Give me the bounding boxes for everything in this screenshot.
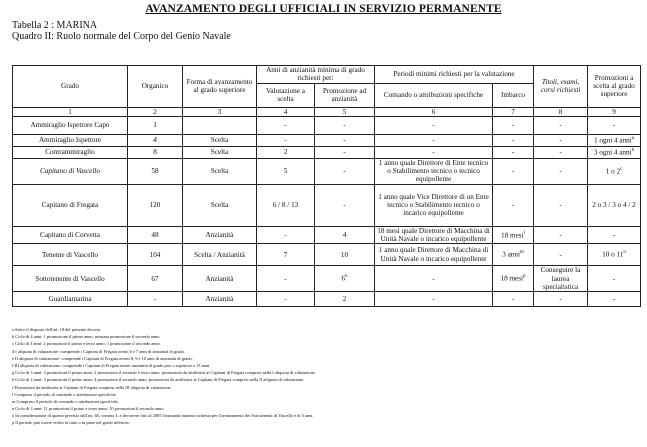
cell-promozioni: 1 ogni 4 anni$^a$ — [588, 134, 641, 146]
cell-valutazione: - — [257, 292, 315, 307]
cell-titoli: Conseguire la laurea specialistica — [534, 266, 588, 292]
cell-promozioni: 3 ogni 4 anni$^b$ — [588, 146, 641, 158]
col-number: 5 — [315, 107, 375, 116]
header-periodi-group: Periodi minimi richiesti per la valutazione — [375, 66, 534, 84]
cell-imbarco: - — [493, 134, 534, 146]
cell-titoli: - — [534, 146, 588, 158]
table-row — [13, 146, 641, 158]
cell-valutazione: - — [257, 226, 315, 244]
cell-organico: 48 — [128, 226, 183, 244]
cell-promozione: - — [315, 134, 375, 146]
cell-organico: 104 — [128, 244, 183, 266]
footnote: d I aliquota di valutazione: comprende i Capitani di Fregata aventi 6 e 7 anni di anzianità di grado. — [12, 348, 186, 354]
cell-grado: Guardiamarina — [13, 292, 128, 307]
cell-grado: Sottotenente di Vascello — [13, 266, 128, 292]
col-number: 4 — [257, 107, 315, 116]
cell-organico: 120 — [128, 184, 183, 226]
cell-promozione: 10 — [315, 244, 375, 266]
footnote: l Compreso il periodo di comando o attribuzioni specifiche. — [12, 391, 117, 397]
header-anni-group: Anni di anzianità minima di grado richiesti per: — [257, 66, 375, 84]
cell-valutazione: 7 — [257, 244, 315, 266]
cell-forma: Anzianità — [183, 292, 257, 307]
table-row — [13, 244, 641, 266]
header-imbarco: Imbarco — [493, 83, 534, 107]
cell-valutazione: - — [257, 134, 315, 146]
header-forma: Forma di avanzamento al grado superiore — [183, 66, 257, 108]
cell-promozioni: 2 o 3 / 3 o 4 / 2 — [588, 184, 641, 226]
col-number: 2 — [128, 107, 183, 116]
cell-promozioni: 1 o 2$^c$ — [588, 158, 641, 184]
cell-promozioni: - — [588, 266, 641, 292]
cell-grado: Contrammiraglio — [13, 146, 128, 158]
cell-titoli: - — [534, 116, 588, 134]
cell-titoli: - — [534, 292, 588, 307]
table-row — [13, 184, 641, 226]
header-promozioni: Promozioni a scelta al grado superiore — [588, 66, 641, 108]
cell-organico: 1 — [128, 116, 183, 134]
footnote: p Il periodo può essere svolto in tutto o in parte nel grado inferiore. — [12, 420, 131, 426]
footnote: c Ciclo di 3 anni: 2 promozioni il primo e terzo anno; 1 promozione il secondo anno. — [12, 341, 161, 347]
cell-comando: - — [375, 292, 493, 307]
cell-valutazione: - — [257, 266, 315, 292]
cell-forma: Anzianità — [183, 266, 257, 292]
cell-forma: Anzianità — [183, 226, 257, 244]
cell-comando: 1 anno quale Direttore di Macchina di Unità Navale o incarico equipollente — [375, 244, 493, 266]
cell-grado: Ammiraglio Ispettore — [13, 134, 128, 146]
cell-promozioni: - — [588, 226, 641, 244]
col-number: 9 — [588, 107, 641, 116]
col-number: 3 — [183, 107, 257, 116]
cell-forma: Scelta / Anzianità — [183, 244, 257, 266]
cell-imbarco: - — [493, 116, 534, 134]
table-row — [13, 226, 641, 244]
cell-titoli: - — [534, 226, 588, 244]
cell-grado: Capitano di Vascello — [13, 158, 128, 184]
cell-promozione: 4 — [315, 226, 375, 244]
cell-imbarco: - — [493, 184, 534, 226]
advancement-table — [12, 65, 641, 307]
cell-comando: 18 mesi quale Direttore di Macchina di Unità Navale o incarico equipollente — [375, 226, 493, 244]
cell-titoli: - — [534, 244, 588, 266]
cell-imbarco: - — [493, 158, 534, 184]
header-valutazione: Valutazione a scelta — [257, 83, 315, 107]
cell-promozione: - — [315, 184, 375, 226]
cell-imbarco: 18 mesi$^l$ — [493, 226, 534, 244]
cell-promozione: - — [315, 158, 375, 184]
footnotes — [12, 326, 642, 427]
table-row — [13, 292, 641, 307]
table-row — [13, 116, 641, 134]
cell-imbarco: 3 anni$^m$ — [493, 244, 534, 266]
cell-titoli: - — [534, 184, 588, 226]
cell-comando: - — [375, 134, 493, 146]
cell-forma: Scelta — [183, 184, 257, 226]
header-comando: Comando o attribuzioni specifiche — [375, 83, 493, 107]
cell-promozione: - — [315, 146, 375, 158]
cell-valutazione: 6 / 8 / 13 — [257, 184, 315, 226]
col-number: 1 — [13, 107, 128, 116]
col-number: 7 — [493, 107, 534, 116]
footnote: i Promozioni da attribuirsi ai Capitani di Fregata compresi nella III aliquota di valutazione. — [12, 384, 172, 390]
cell-organico: 4 — [128, 134, 183, 146]
header-titoli: Titoli, esami, corsi richiesti — [534, 66, 588, 108]
cell-comando: - — [375, 116, 493, 134]
table-label: Tabella 2 : MARINA — [12, 20, 98, 31]
cell-titoli: - — [534, 158, 588, 184]
cell-organico: - — [128, 292, 183, 307]
col-number: 6 — [375, 107, 493, 116]
cell-valutazione: - — [257, 116, 315, 134]
cell-promozioni: 10 o 11$^n$ — [588, 244, 641, 266]
cell-comando: 1 anno quale Vice Direttore di un Ente tecnico o Stabilimento tecnico o incarico equipollente — [375, 184, 493, 226]
footnote: h Ciclo di 2 anni: 3 promozioni il primo anno; 4 promozioni il secondo anno; promozioni da attribuirsi ai Capitani di Fregata compresi nella II aliquota di valutazione. — [12, 377, 305, 383]
footnote: g Ciclo di 3 anni: 3 promozioni il primo anno; 2 promozioni il secondo e terzo anno; promozioni da attribuirsi ai Capitani di Fregata compresi nella I aliquota di valutazione. — [12, 370, 316, 376]
cell-imbarco: 18 mesi$^p$ — [493, 266, 534, 292]
col-number: 8 — [534, 107, 588, 116]
cell-imbarco: - — [493, 292, 534, 307]
cell-forma: Scelta — [183, 134, 257, 146]
cell-grado: Tenente di Vascello — [13, 244, 128, 266]
cell-promozioni: - — [588, 292, 641, 307]
cell-valutazione: 2 — [257, 146, 315, 158]
cell-grado: Capitano di Fregata — [13, 184, 128, 226]
cell-comando: - — [375, 266, 493, 292]
cell-promozione: 2 — [315, 292, 375, 307]
cell-forma: Scelta — [183, 158, 257, 184]
cell-valutazione: 5 — [257, 158, 315, 184]
cell-grado: Capitano di Corvetta — [13, 226, 128, 244]
table-row — [13, 266, 641, 292]
cell-imbarco: - — [493, 146, 534, 158]
cell-organico: 67 — [128, 266, 183, 292]
footnote: b Ciclo di 4 anni: 1 promozione il primo anno, nessuna promozione il secondo anno. — [12, 334, 161, 340]
cell-promozione: 6$^o$ — [315, 266, 375, 292]
header-promozione: Promozione ad anzianità — [315, 83, 375, 107]
cell-grado: Ammiraglio Ispettore Capo — [13, 116, 128, 134]
cell-comando: - — [375, 146, 493, 158]
footnote: m Compreso il periodo di comando o attribuzioni specifiche. — [12, 398, 119, 404]
cell-forma: Scelta — [183, 146, 257, 158]
footnote: n Ciclo di 3 anni: 11 promozioni il primo e terzo anno; 10 promozioni il secondo anno. — [12, 406, 165, 412]
cell-promozione: - — [315, 116, 375, 134]
cell-titoli: - — [534, 134, 588, 146]
footnote: o In considerazione di quanto previsto dall'art. 60, comma 3, a decorrere fino al 2005 l'anzianità minima richiesta per l'avanzamento dei Sottotenenti di Vascello è di 5 anni. — [12, 413, 314, 419]
header-organico: Organico — [128, 66, 183, 108]
quadro-label: Quadro II: Ruolo normale del Corpo del Genio Navale — [12, 31, 231, 42]
header-grado: Grado — [13, 66, 128, 108]
cell-comando: 1 anno quale Direttore di Ente tecnico o Stabilimento tecnico o tecnico equipollente — [375, 158, 493, 184]
table-row — [13, 134, 641, 146]
cell-promozioni: - — [588, 116, 641, 134]
footnote: a Salvo il disposto dell'art. 18 del presente decreto. — [12, 327, 102, 332]
footnote: f III aliquota di valutazione: comprende i Capitani di Fregata aventi anzianità di grado pari o superiore a 13 anni. — [12, 362, 211, 368]
cell-forma — [183, 116, 257, 134]
cell-organico: 8 — [128, 146, 183, 158]
table-row — [13, 158, 641, 184]
cell-organico: 58 — [128, 158, 183, 184]
page-title: AVANZAMENTO DEGLI UFFICIALI IN SERVIZIO PERMANENTE — [145, 3, 502, 15]
footnote: e II aliquota di valutazione: comprende i Capitani di Fregata aventi 8, 9 e 10 anni di anzianità di grado. — [12, 355, 193, 361]
